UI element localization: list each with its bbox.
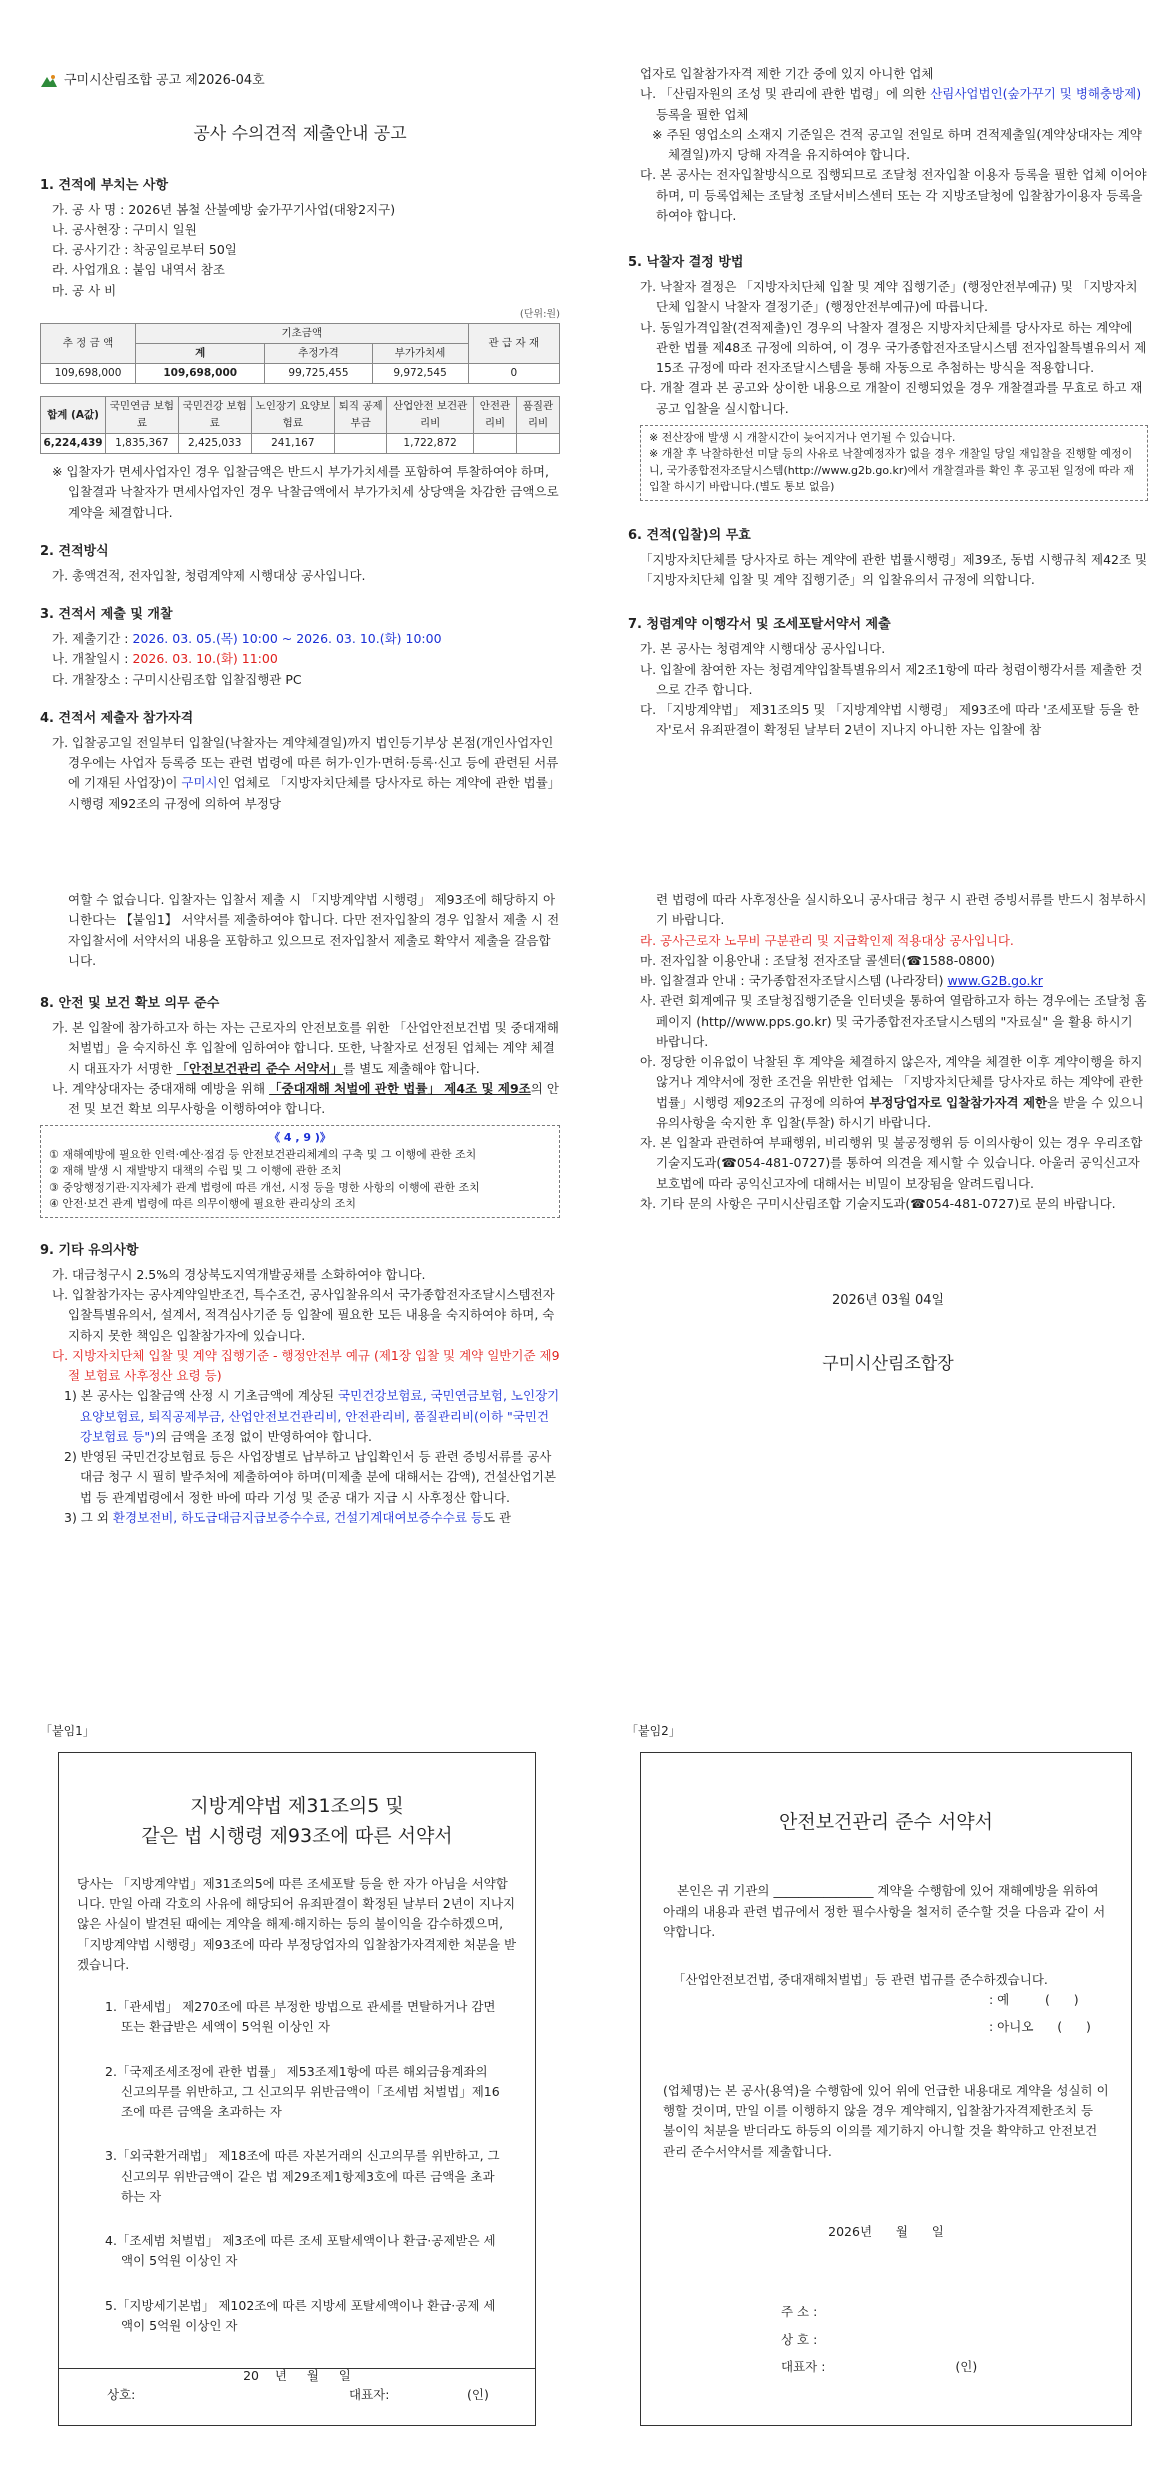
attachment2-pledge [640, 1752, 1132, 2426]
safety-duty-item: ② 재해 발생 시 재발방지 대책의 수립 및 그 이행에 관한 조치 [49, 1164, 342, 1178]
pledge2-date: 2026년 월 일 [828, 2223, 944, 2239]
project-period: 다. 공사기간 : 착공일로부터 50일 [52, 242, 237, 258]
opening-datetime [40, 649, 560, 669]
misc-f [628, 971, 1148, 991]
opening-datetime-value: 2026. 03. 10.(화) 11:00 [132, 651, 278, 667]
award-notice-box [640, 425, 1148, 501]
qualification-c: 다. 본 공사는 전자입찰방식으로 집행되므로 조달청 전자입찰 이용자 등록을 필한 업체 이어야 하며, 미 등록업체는 조달청 조달서비스센터 또는 각 지방조달청에 입찰참가이용자 등록을 하여야 합니다. [640, 167, 1147, 223]
misc-c1 [40, 1386, 560, 1447]
qualification-note: ※ 주된 영업소의 소재지 기준일은 견적 공고일 전일로 하며 견적제출일(계약상대자는 계약체결일)까지 당해 자격을 유지하여야 합니다. [652, 126, 1142, 162]
serious-accident-law: 「중대재해 처벌에 관한 법률」 제4조 및 제9조 [269, 1080, 531, 1096]
misc-c3-text2: 도 관 [482, 1509, 512, 1525]
opening-datetime-label: 나. 개찰일시 : [52, 651, 133, 667]
misc-c3 [40, 1508, 560, 1528]
representative-row [781, 2353, 1109, 2381]
settlement-items: 환경보전비, 하도급대금지급보증수수료, 건설기계대여보증수수료 등 [112, 1509, 483, 1525]
pledge1-item: 5.「지방세기본법」 제102조에 따른 지방세 포탈세액이나 환급·공제 세액이 5억원 이상인 자 [105, 2297, 496, 2333]
misc-a: 가. 대금청구시 2.5%의 경상북도지역개발공채를 소화하여야 합니다. [52, 1266, 426, 1282]
safety-b [40, 1079, 560, 1120]
table-cell: 109,698,000 [41, 364, 136, 384]
misc-e: 마. 전자입찰 이용안내 : 조달청 전자조달 콜센터(☎1588-0800) [640, 952, 995, 968]
notice-line: ※ 개찰 후 낙찰하한선 미달 등의 사유로 낙찰예정자가 없을 경우 개찰일 당일 재입찰을 진행할 예정이니, 국가종합전자조달시스템(http://www.g2b.go.kr)에서 개찰결과를 확인 후 공고된 일정에 따라 재입찰 하시기 바랍니다.(별도 통보 없음) [649, 447, 1134, 494]
table-cell: 99,725,455 [265, 364, 372, 384]
misc-c: 다. 지방자치단체 입찰 및 계약 집행기준 - 행정안전부 예규 (제1장 입찰 및 계약 일반기준 제9절 보험료 사후정산 요령 등) [52, 1347, 560, 1384]
col-header: 합계 (A값) [41, 397, 106, 434]
table-cell [474, 434, 517, 454]
project-name: 가. 공 사 명 : 2026년 봄철 산불예방 숲가꾸기사업(대왕2지구) [52, 201, 396, 217]
table-cell: 0 [468, 364, 559, 384]
safety-duty-item: ① 재해예방에 필요한 인력·예산·점검 등 안전보건관리체계의 구축 및 그 이행에 관한 조치 [49, 1147, 477, 1161]
award-c: 다. 개찰 결과 본 공고와 상이한 내용으로 개찰이 진행되었을 경우 개찰결과를 무효로 하고 재공고 입찰을 실시합니다. [640, 380, 1143, 416]
integrity-c: 다. 「지방계약법」 제31조의5 및 「지방계약법 시행령」 제93조에 따라 '조세포탈 등을 한 자'로서 유죄판결이 확정된 날부터 2년이 지나지 아니한 자는 입찰에 참 [640, 702, 1140, 738]
pledge2-signature [663, 2298, 1109, 2381]
section3-title: 3. 견적서 제출 및 개찰 [40, 607, 173, 623]
pledge2-yes: : 예 ( ) [989, 1992, 1079, 2008]
pledge2-no: : 아니오 ( ) [989, 2018, 1091, 2034]
col-header: 산업안전 보건관리비 [387, 397, 474, 434]
notice-date: 2026년 03월 04일 [831, 1293, 945, 1308]
unit-label: (단위:원) [519, 308, 560, 320]
insurance-items: 국민건강보험료, 국민연금보험, 노인장기요양보험료, 퇴직공제부금, 산업안전보건관리비, 안전관리비, 품질관리비(이하 "국민건강보험료 등") [80, 1388, 560, 1444]
representative-label: 대표자: [349, 2387, 390, 2402]
notice-number: 구미시산림조합 공고 제2026-04호 [64, 73, 265, 88]
section4-title: 4. 견적서 제출자 참가자격 [40, 710, 194, 726]
opening-place: 다. 개찰장소 : 구미시산림조합 입찰집행관 PC [52, 671, 302, 687]
section9-title: 9. 기타 유의사항 [40, 1242, 139, 1258]
pledge1-title-line2: 같은 법 시행령 제93조에 따른 서약서 [141, 1825, 453, 1848]
page2-right-column [628, 890, 1148, 1379]
seal-mark: (인) [467, 2387, 489, 2402]
qualification-a-text: 가. 입찰공고일 전일부터 입찰일(낙찰자는 계약체결일)까지 법인등기부상 본점(개인사업자인 경우에는 사업자 등록증 또는 관련 법령에 따른 허가·인가·면허·등록·신고 등에 관련된 서류에 기재된 사업장)이 [52, 734, 559, 791]
pledge1-date: 20 년 월 일 [243, 2368, 351, 2384]
misc-g: 사. 관련 회계예규 및 조달청집행기준을 인터넷을 통하여 열람하고자 하는 경우에는 조달청 홈페이지 (http//www.pps.go.kr) 및 국가종합전자조달시스템의 "자료실" 을 활용 하시기 바랍니다. [640, 993, 1147, 1049]
section5-title: 5. 낙찰자 결정 방법 [628, 255, 744, 270]
section6-title: 6. 견적(입찰)의 무효 [628, 527, 751, 543]
award-a: 가. 낙찰자 결정은 「지방자치단체 입찰 및 계약 집행기준」(행정안전부예규) 및 「지방자치단체 입찰시 낙찰자 결정기준」(행정안전부예규)에 따릅니다. [640, 279, 1138, 315]
pledge2-law: 「산업안전보건법, 중대재해처벌법」등 관련 법규를 준수하겠습니다. [673, 1972, 1048, 1988]
misc-h-text2: 을 받을 수 있으니 유의사항을 숙지한 후 입찰(투찰) 하시기 바랍니다. [656, 1094, 1144, 1130]
section8-title: 8. 안전 및 보건 확보 의무 준수 [40, 996, 220, 1011]
page-1 [0, 0, 1168, 860]
col-header: 관 급 자 재 [468, 324, 559, 364]
pledge2-title: 안전보건관리 준수 서약서 [779, 1811, 993, 1833]
insurance-table [40, 396, 560, 454]
page2-left-column [40, 890, 560, 1528]
pledge1-title-line1: 지방계약법 제31조의5 및 [190, 1795, 404, 1817]
pledge1-intro: 당사는 「지방계약법」제31조의5에 따른 조세포탈 등을 한 자가 아님을 서약합니다. 만일 아래 각호의 사유에 해당되어 유죄판결이 확정된 날부터 2년이 지나지 않은 사실이 발견된 때에는 계약을 해제·해지하는 등의 불이익을 감수하겠으며,「지방계약법 시행령」제93조에 따라 부정당업자의 입찰참가자격제한 처분을 받겠습니다. [77, 1875, 517, 1972]
qualification-city: 구미시 [181, 775, 218, 791]
page-title: 공사 수의견적 제출안내 공고 [193, 124, 407, 145]
page1-right-column [628, 64, 1148, 741]
award-b: 나. 동일가격입찰(견적제출)인 경우의 낙찰자 결정은 지방자치단체를 당사자로 하는 계약에 관한 법률 제48조 규정에 의하여, 이 경우 국가종합전자조달시스템 전자입찰특별유의서 제15조 규정에 따라 전자조달시스템을 통해 자동으로 추첨하는 방식을 적용합니다. [640, 319, 1147, 376]
table-cell [516, 434, 559, 454]
pledge1-title [77, 1791, 517, 1852]
forest-business-corp: 산림사업법인(숲가꾸기 및 병해충방제) [930, 86, 1142, 102]
company-label: 상호: [107, 2387, 136, 2402]
pledge2-body: (업체명)는 본 공사(용역)을 수행함에 있어 위에 언급한 내용대로 계약을 성실히 이행할 것이며, 만일 이를 이행하지 않을 경우 계약해지, 입찰참가자격제한조치 등 불이익 처분을 받더라도 하등의 이의를 제기하지 아니할 것을 확약하고 안전보건관리 준수서약서를 제출합니다. [663, 2082, 1109, 2159]
misc-c2: 2) 반영된 국민건강보험료 등은 사업장별로 납부하고 납입확인서 등 관련 증빙서류를 공사대금 청구 시 필히 발주처에 제출하여야 하며(미제출 분에 대해서는 감액), 건설산업기본법 등 관계법령에서 정한 바에 따라 기성 및 준공 대가 지급 시 사후정산 합니다. [64, 1449, 557, 1505]
safety-duty-item: ③ 중앙행정기관·지자체가 관계 법령에 따른 개선, 시정 등을 명한 사항의 이행에 관한 조치 [49, 1180, 480, 1194]
notice-header [40, 70, 560, 91]
pledge1-item: 4.「조세범 처벌법」 제3조에 따른 조세 포탈세액이나 환급·공제받은 세액이 5억원 이상인 자 [105, 2233, 496, 2269]
submit-period-value: 2026. 03. 05.(목) 10:00 ~ 2026. 03. 10.(화) 10:00 [132, 631, 442, 647]
misc-i: 자. 본 입찰과 관련하여 부패행위, 비리행위 및 불공정행위 등 이의사항이 있는 경우 우리조합 기술지도과(☎054-481-0727)를 통하여 의견을 제시할 수 있습니다. 아울러 공익신고자보호법에 따라 공익신고자에 대해서는 비밀이 보장됨을 알려드립니다. [640, 1135, 1143, 1191]
misc-c3-cont: 련 법령에 따라 사후정산을 실시하오니 공사대금 청구 시 관련 증빙서류를 반드시 첨부하시기 바랍니다. [656, 892, 1147, 928]
table-cell: 9,972,545 [372, 364, 468, 384]
col-header: 기초금액 [136, 324, 469, 344]
project-cost-label: 마. 공 사 비 [52, 282, 117, 298]
safety-b-text: 나. 계약상대자는 중대재해 예방을 위해 [52, 1080, 270, 1096]
submit-period [40, 629, 560, 649]
g2b-link[interactable]: www.G2B.go.kr [947, 973, 1043, 988]
project-site: 나. 공사현장 : 구미시 일원 [52, 221, 197, 237]
col-header: 계 [136, 344, 265, 364]
safety-duty-item: ④ 안전·보건 관계 법령에 따른 의무이행에 필요한 관리상의 조치 [49, 1197, 356, 1211]
col-header: 품질관리비 [516, 397, 559, 434]
submit-period-label: 가. 제출기간 : [52, 631, 133, 647]
misc-h [628, 1052, 1148, 1133]
qualification-b-text2: 등록을 필한 업체 [656, 106, 749, 122]
section2-title: 2. 견적방식 [40, 543, 109, 559]
integrity-b: 나. 입찰에 참여한 자는 청렴계약입찰특별유의서 제2조1항에 따라 청렴이행각서를 제출한 것으로 간주 합니다. [640, 661, 1143, 697]
safety-box-head: 《 4 , 9 )》 [269, 1131, 331, 1145]
vat-note: ※ 입찰자가 면세사업자인 경우 입찰금액은 반드시 부가가치세를 포함하여 투찰하여야 하며, 입찰결과 낙찰자가 면세사업자인 경우 낙찰금액에서 부가가치세 상당액을 차감한 금액으로 계약을 체결합니다. [52, 464, 559, 520]
cost-table [40, 323, 560, 384]
section7-title: 7. 청렴계약 이행각서 및 조세포탈서약서 제출 [628, 617, 891, 633]
issuer-name: 구미시산림조합장 [822, 1354, 954, 1375]
safety-duty-box [40, 1125, 560, 1218]
integrity-a: 가. 본 공사는 청렴계약 시행대상 공사입니다. [640, 641, 886, 657]
cooperative-logo-icon [40, 74, 58, 88]
attachment1-pledge [58, 1752, 536, 2426]
page-2 [0, 880, 1168, 1680]
section1-title: 1. 견적에 부치는 사항 [40, 177, 169, 193]
col-header: 부가가치세 [372, 344, 468, 364]
pledge1-item: 2.「국제조세조정에 관한 법률」 제53조제1항에 따른 해외금융계좌의 신고의무를 위반하고, 그 신고의무 위반금액이「조세범 처벌법」제16조에 따른 금액을 초과하는 자 [105, 2063, 500, 2120]
misc-h-text: 아. 정당한 이유없이 낙찰된 후 계약을 체결하지 않은자, 계약을 체결한 이후 계약이행을 하지 않거나 계약서에 정한 조건을 위반한 업체는 「지방자치단체를 당사자로 하는 계약에 관한 법률」시행령 제92조의 규정에 의하여 [640, 1054, 1143, 1110]
page1-left-column [40, 70, 560, 814]
table-cell: 2,425,033 [178, 434, 251, 454]
col-header: 퇴직 공제부금 [335, 397, 387, 434]
misc-d: 라. 공사근로자 노무비 구분관리 및 지급확인제 적용대상 공사입니다. [640, 932, 1014, 948]
misc-c3-text: 3) 그 외 [64, 1509, 113, 1525]
col-header: 노인장기 요양보험료 [251, 397, 335, 434]
safety-a [40, 1018, 560, 1079]
misc-b: 나. 입찰참가자는 공사계약일반조건, 특수조건, 공사입찰유의서 국가종합전자조달시스템전자입찰특별유의서, 설계서, 적격심사기준 등 입찰에 필요한 모든 내용을 숙지하여야 하며, 숙지하지 못한 책임은 입찰참가자에 있습니다. [52, 1287, 555, 1343]
pledge1-signature-row [59, 2368, 535, 2425]
restriction-text: 부정당업자로 입찰참가자격 제한 [869, 1094, 1048, 1110]
attachment1-label: 「붙임1」 [40, 1724, 95, 1738]
col-header: 국민건강 보험료 [178, 397, 251, 434]
company-label: 상 호 : [781, 2331, 818, 2347]
qualification-a [40, 733, 560, 814]
safety-a-text: 가. 본 입찰에 참가하고자 하는 자는 근로자의 안전보호를 위한 「산업안전보건법 및 중대재해처벌법」을 숙지하신 후 입찰에 임하여야 합니다. 또한, 낙찰자로 선정된 업체는 계약 체결 시 대표자가 서명한 [52, 1020, 559, 1076]
pledge1-item: 3.「외국환거래법」 제18조에 따른 자본거래의 신고의무를 위반하고, 그 신고의무 위반금액이 같은 법 제29조제1항제3호에 따른 금액을 초과하는 자 [105, 2148, 500, 2204]
misc-j: 차. 기타 문의 사항은 구미시산림조합 기술지도과(☎054-481-0727)로 문의 바랍니다. [640, 1195, 1116, 1211]
col-header: 안전관리비 [474, 397, 517, 434]
qualification-a-text2: 인 업체로 「지방자치단체를 당사자로 하는 계약에 관한 법률」시행령 제92조의 규정에 의하여 부정당 [68, 775, 555, 811]
project-overview: 라. 사업개요 : 붙임 내역서 참조 [52, 262, 225, 278]
safety-b-text2: 의 안전 및 보건 확보 의무사항을 이행하여야 합니다. [68, 1080, 559, 1117]
seal-mark: (인) [955, 2359, 978, 2375]
safety-a-text2: 를 별도 제출해야 합니다. [343, 1060, 480, 1076]
col-header: 추 정 금 액 [41, 324, 136, 364]
qualification-b [628, 84, 1148, 125]
estimate-method: 가. 총액견적, 전자입찰, 청렴계약제 시행대상 공사입니다. [52, 567, 366, 583]
table-cell: 1,722,872 [387, 434, 474, 454]
pledge2-intro: 본인은 귀 기관의 ________________ 계약을 수행함에 있어 재해예방을 위하여 아래의 내용과 관련 법규에서 정한 필수사항을 철저히 준수할 것을 다음과 같이 서약합니다. [663, 1883, 1106, 1939]
attachment2-label: 「붙임2」 [626, 1724, 681, 1738]
misc-f-text: 바. 입찰결과 안내 : 국가종합전자조달시스템 (나라장터) [640, 973, 948, 988]
safety-pledge-name: 「안전보건관리 준수 서약서」 [176, 1060, 344, 1076]
table-cell: 6,224,439 [41, 434, 106, 454]
pledge1-item: 1.「관세법」 제270조에 따른 부정한 방법으로 관세를 면탈하거나 감면 또는 환급받은 세액이 5억원 이상인 자 [105, 1999, 496, 2035]
table-cell [335, 434, 387, 454]
col-header: 추정가격 [265, 344, 372, 364]
table-cell: 1,835,367 [106, 434, 179, 454]
qualification-a-cont: 업자로 입찰참가자격 제한 기간 중에 있지 아니한 업체 [640, 66, 934, 81]
misc-c1-text2: 의 금액을 조정 없이 반영하여야 합니다. [154, 1428, 373, 1444]
table-cell: 241,167 [251, 434, 335, 454]
col-header: 국민연금 보험료 [106, 397, 179, 434]
table-cell: 109,698,000 [136, 364, 265, 384]
qualification-b-text: 나. 「산림자원의 조성 및 관리에 관한 법령」에 의한 [640, 86, 931, 102]
integrity-c-cont: 여할 수 없습니다. 입찰자는 입찰서 제출 시 「지방계약법 시행령」 제93조에 해당하지 아니한다는 【붙임1】 서약서를 제출하여야 합니다. 다만 전자입찰의 경우 입찰서 제출 시 전자입찰서에 서약서의 내용을 포함하고 있으므로 전자입찰서 제출로 확약서 제출을 갈음합니다. [68, 892, 560, 968]
notice-line: ※ 전산장애 발생 시 개찰시간이 늦어지거나 연기될 수 있습니다. [649, 430, 956, 444]
address-label: 주 소 : [781, 2304, 818, 2320]
invalid-text: 「지방자치단체를 당사자로 하는 계약에 관한 법률시행령」제39조, 동법 시행규칙 제42조 및 「지방자치단체 입찰 및 계약 집행기준」의 입찰유의서 규정에 의합니다. [640, 551, 1148, 588]
misc-c1-text: 1) 본 공사는 입찰금액 산정 시 기초금액에 계상된 [64, 1388, 339, 1404]
representative-label: 대표자 : [781, 2359, 826, 2375]
